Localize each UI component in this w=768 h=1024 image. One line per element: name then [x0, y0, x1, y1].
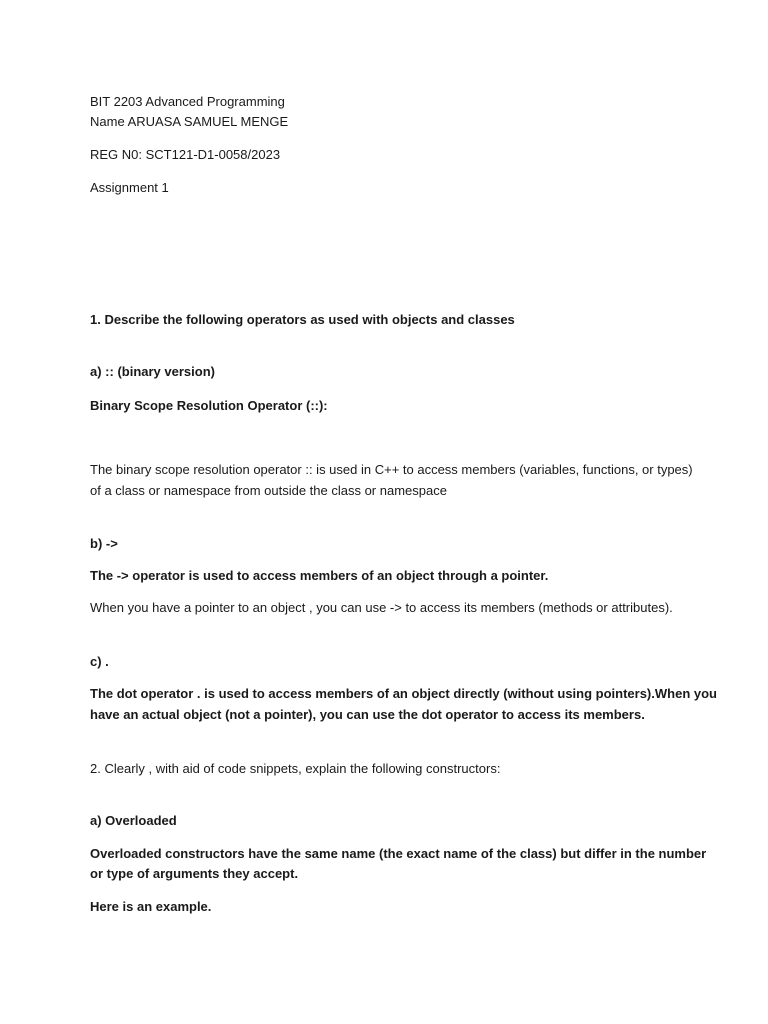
question-2a-heading: a) Overloaded	[90, 813, 177, 828]
student-name: Name ARUASA SAMUEL MENGE	[90, 114, 289, 129]
question-1b-body: When you have a pointer to an object , you can use -> to access its members (methods or attributes).	[90, 600, 673, 615]
question-2-prompt: 2. Clearly , with aid of code snippets, explain the following constructors:	[90, 761, 501, 776]
question-1-prompt: 1. Describe the following operators as used with objects and classes	[90, 312, 515, 327]
question-2a-example: Here is an example.	[90, 899, 212, 914]
question-1a-body-line-1: The binary scope resolution operator :: is used in C++ to access members (variables, functions, or types)	[90, 462, 693, 477]
question-1c-body-line-2: have an actual object (not a pointer), you can use the dot operator to access its members.	[90, 707, 645, 722]
assignment-title: Assignment 1	[90, 180, 169, 195]
question-1c-body-line-1: The dot operator . is used to access members of an object directly (without using pointers).When you	[90, 686, 717, 701]
question-1a-title: Binary Scope Resolution Operator (::):	[90, 398, 328, 413]
question-1b-title: The -> operator is used to access members of an object through a pointer.	[90, 568, 549, 583]
question-1b-heading: b) ->	[90, 536, 118, 551]
question-2a-body-line-2: or type of arguments they accept.	[90, 866, 299, 881]
course-title: BIT 2203 Advanced Programming	[90, 94, 285, 109]
registration-number: REG N0: SCT121-D1-0058/2023	[90, 147, 281, 162]
question-1c-heading: c) .	[90, 654, 109, 669]
question-2a-body-line-1: Overloaded constructors have the same name (the exact name of the class) but differ in the number	[90, 846, 707, 861]
question-1a-heading: a) :: (binary version)	[90, 364, 215, 379]
question-1a-body-line-2: of a class or namespace from outside the class or namespace	[90, 483, 447, 498]
